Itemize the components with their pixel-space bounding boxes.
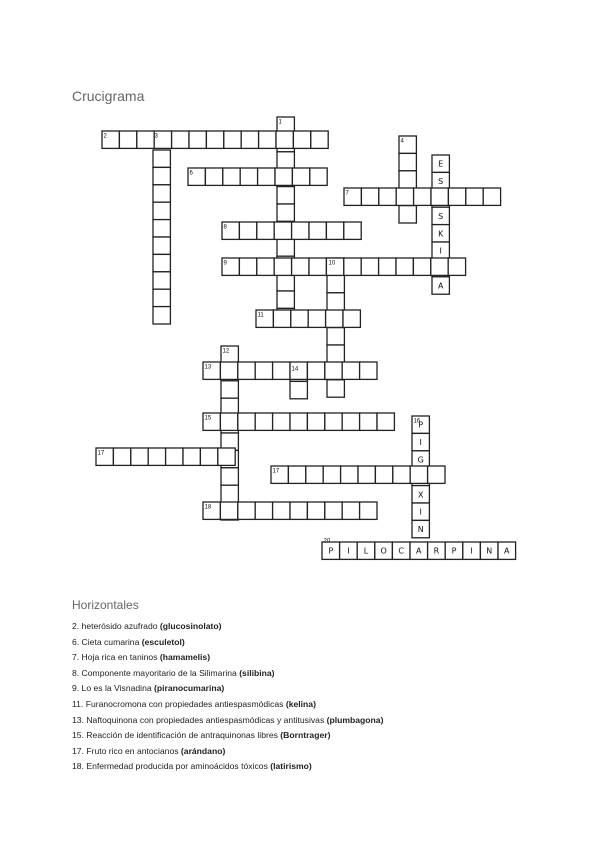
grid-cell[interactable]	[148, 448, 165, 465]
grid-cell[interactable]	[131, 448, 148, 465]
grid-cell[interactable]	[311, 131, 328, 148]
grid-cell[interactable]	[393, 466, 410, 483]
clue-number: 6	[189, 170, 193, 177]
grid-cell[interactable]	[292, 258, 309, 275]
grid-cell[interactable]	[392, 542, 410, 559]
grid-cell[interactable]	[277, 274, 294, 291]
grid-cell[interactable]	[399, 206, 416, 223]
grid-cell[interactable]	[224, 131, 241, 148]
grid-cell[interactable]	[273, 362, 290, 379]
grid-cell[interactable]	[153, 254, 170, 271]
clue-item	[72, 666, 383, 682]
clue-text: 11. Furanocromona con propiedades antiespasmódicas	[72, 698, 286, 709]
grid-cell[interactable]	[379, 258, 396, 275]
grid-cell[interactable]	[277, 187, 294, 204]
grid-cell[interactable]	[189, 131, 206, 148]
cell-letter: S	[438, 177, 444, 187]
clue-number: 14	[291, 366, 299, 373]
grid-cell[interactable]	[358, 466, 375, 483]
grid-cell[interactable]	[327, 275, 344, 292]
grid-cell[interactable]	[291, 310, 308, 327]
clue-number: 13	[204, 364, 212, 371]
grid-cell[interactable]	[290, 502, 307, 519]
grid-cell[interactable]	[412, 486, 429, 503]
grid-cell[interactable]	[410, 542, 428, 559]
grid-cell[interactable]	[273, 413, 290, 430]
cell-letter: G	[417, 455, 424, 465]
grid-cell[interactable]	[153, 272, 170, 289]
grid-cell[interactable]	[396, 188, 413, 205]
grid-cell[interactable]	[327, 380, 344, 397]
grid-cell[interactable]	[238, 362, 255, 379]
grid-cell[interactable]	[412, 433, 429, 450]
grid-cell[interactable]	[153, 202, 170, 219]
cell-letter: I	[439, 246, 442, 256]
grid-cell[interactable]	[412, 520, 429, 537]
grid-cell[interactable]	[276, 131, 293, 148]
cell-letter: L	[363, 546, 369, 556]
grid-cell[interactable]	[218, 448, 235, 465]
clue-answer: (plumbagona)	[326, 714, 384, 725]
clue-answer: (latirismo)	[270, 761, 312, 772]
grid-cell[interactable]	[259, 131, 276, 148]
grid-cell[interactable]	[153, 237, 170, 254]
grid-cell[interactable]	[113, 448, 130, 465]
grid-cell[interactable]	[322, 542, 340, 559]
grid-cell[interactable]	[343, 310, 360, 327]
cell-letter: A	[416, 546, 422, 556]
grid-cell[interactable]	[220, 362, 237, 379]
clue-list	[72, 619, 383, 775]
grid-cell[interactable]	[306, 466, 323, 483]
grid-cell[interactable]	[238, 502, 255, 519]
grid-cell[interactable]	[375, 466, 392, 483]
clue-number: 15	[204, 415, 212, 422]
clue-number: 17	[272, 468, 280, 475]
grid-cell[interactable]	[379, 188, 396, 205]
clue-text: 6. Cieta cumarina	[72, 636, 142, 647]
clue-number: 10	[328, 260, 336, 267]
clue-number: 18	[204, 504, 212, 511]
clue-number: 16	[413, 418, 421, 425]
grid-cell[interactable]	[273, 310, 290, 327]
clue-answer: (piranocumarina)	[154, 683, 225, 694]
grid-cell[interactable]	[428, 466, 445, 483]
grid-cell[interactable]	[239, 258, 256, 275]
clue-item	[72, 635, 383, 651]
across-heading: Horizontales	[72, 598, 139, 612]
grid-cell[interactable]	[221, 381, 238, 398]
grid-cell[interactable]	[323, 466, 340, 483]
clue-number: 20	[323, 538, 331, 545]
grid-cell[interactable]	[342, 502, 359, 519]
clue-number: 2	[103, 133, 107, 140]
grid-cell[interactable]	[220, 413, 237, 430]
grid-cell[interactable]	[257, 258, 274, 275]
grid-cell[interactable]	[327, 345, 344, 362]
grid-cell[interactable]	[432, 277, 449, 294]
grid-cell[interactable]	[361, 258, 378, 275]
grid-cell[interactable]	[413, 258, 430, 275]
grid-cell[interactable]	[327, 293, 344, 310]
grid-cell[interactable]	[166, 448, 183, 465]
grid-cell[interactable]	[326, 310, 343, 327]
cell-letter: N	[486, 546, 493, 556]
grid-cell[interactable]	[200, 448, 217, 465]
grid-cell[interactable]	[431, 258, 448, 275]
cell-letter: I	[347, 546, 350, 556]
grid-cell[interactable]	[293, 131, 310, 148]
cell-letter: E	[438, 159, 444, 169]
grid-cell[interactable]	[255, 413, 272, 430]
grid-cell[interactable]	[342, 413, 359, 430]
grid-cell[interactable]	[480, 542, 498, 559]
grid-cell[interactable]	[361, 188, 378, 205]
clue-text: 18. Enfermedad producida por aminoácidos tóxicos	[72, 761, 271, 772]
grid-cell[interactable]	[153, 150, 170, 167]
grid-cell[interactable]	[463, 542, 481, 559]
grid-cell[interactable]	[342, 362, 359, 379]
clue-number: 8	[223, 224, 227, 231]
cell-letter: I	[470, 546, 473, 556]
clue-item	[72, 681, 383, 697]
grid-cell[interactable]	[310, 168, 327, 185]
grid-cell[interactable]	[153, 220, 170, 237]
clue-number: 9	[223, 260, 227, 267]
clue-item	[72, 728, 383, 744]
grid-cell[interactable]	[325, 502, 342, 519]
cell-letter: P	[418, 420, 424, 430]
cell-letter: C	[398, 546, 404, 556]
clue-number: 11	[257, 312, 264, 319]
grid-cell[interactable]	[325, 413, 342, 430]
grid-cell[interactable]	[172, 131, 189, 148]
grid-cell[interactable]	[119, 131, 136, 148]
grid-cell[interactable]	[341, 466, 358, 483]
grid-cell[interactable]	[277, 204, 294, 221]
grid-cell[interactable]	[360, 413, 377, 430]
grid-cell[interactable]	[309, 222, 326, 239]
grid-cell[interactable]	[221, 485, 238, 502]
grid-cell[interactable]	[325, 362, 342, 379]
grid-cell[interactable]	[307, 413, 324, 430]
grid-cell[interactable]	[206, 131, 223, 148]
clue-answer: (silibina)	[239, 667, 275, 678]
grid-cell[interactable]	[344, 258, 361, 275]
grid-cell[interactable]	[410, 466, 427, 483]
grid-cell[interactable]	[277, 152, 294, 169]
grid-cell[interactable]	[307, 502, 324, 519]
grid-cell[interactable]	[428, 542, 446, 559]
grid-cell[interactable]	[448, 188, 465, 205]
cell-letter: A	[437, 281, 444, 291]
grid-cell[interactable]	[327, 328, 344, 345]
cell-letter: S	[438, 211, 444, 221]
clue-number: 1	[278, 119, 282, 126]
clue-text: 2. heterósido azufrado	[72, 621, 160, 631]
grid-cell[interactable]	[241, 131, 258, 148]
grid-cell[interactable]	[360, 362, 377, 379]
clue-number: 7	[345, 190, 349, 197]
grid-cell[interactable]	[221, 468, 238, 485]
grid-cell[interactable]	[432, 207, 449, 224]
grid-cell[interactable]	[277, 291, 294, 308]
grid-cell[interactable]	[498, 542, 516, 559]
grid-cell[interactable]	[466, 188, 483, 205]
grid-cell[interactable]	[344, 222, 361, 239]
grid-cell[interactable]	[292, 222, 309, 239]
grid-cell[interactable]	[223, 168, 240, 185]
cell-letter: I	[419, 438, 422, 448]
clue-answer: (arándano)	[180, 745, 226, 756]
grid-cell[interactable]	[153, 307, 170, 324]
grid-cell[interactable]	[360, 502, 377, 519]
grid-cell[interactable]	[483, 188, 500, 205]
grid-cell[interactable]	[292, 168, 309, 185]
grid-cell[interactable]	[273, 502, 290, 519]
grid-cell[interactable]	[238, 413, 255, 430]
grid-cell[interactable]	[445, 542, 463, 559]
clue-item	[72, 713, 383, 729]
grid-cell[interactable]	[290, 413, 307, 430]
clue-text: 8. Componente mayoritario de la Silimarina	[72, 667, 240, 678]
cell-letter: P	[451, 546, 457, 556]
grid-cell[interactable]	[183, 448, 200, 465]
grid-cell[interactable]	[309, 258, 326, 275]
grid-cell[interactable]	[399, 171, 416, 188]
clue-number: 17	[97, 450, 105, 457]
clue-item	[72, 697, 383, 713]
grid-cell[interactable]	[277, 239, 294, 256]
grid-cell[interactable]	[274, 222, 291, 239]
clue-number: 12	[222, 348, 230, 355]
grid-cell[interactable]	[396, 258, 413, 275]
clue-number: 4	[400, 138, 404, 145]
clue-item	[72, 744, 383, 760]
clue-answer: (hamamelis)	[159, 652, 211, 663]
grid-cell[interactable]	[255, 502, 272, 519]
grid-cell[interactable]	[432, 172, 449, 189]
grid-cell[interactable]	[431, 188, 448, 205]
grid-cell[interactable]	[326, 222, 343, 239]
clue-answer: (kelina)	[285, 698, 316, 709]
cell-letter: P	[328, 546, 334, 556]
grid-cell[interactable]	[153, 167, 170, 184]
clue-answer: (Borntrager)	[280, 730, 331, 741]
grid-cell[interactable]	[257, 222, 274, 239]
cell-letter: N	[417, 525, 424, 535]
grid-cell[interactable]	[153, 289, 170, 306]
clue-item	[72, 650, 383, 666]
grid-cell[interactable]	[258, 168, 275, 185]
grid-cell[interactable]	[255, 362, 272, 379]
cell-letter: K	[438, 229, 444, 239]
grid-cell[interactable]	[399, 153, 416, 170]
grid-cell[interactable]	[290, 381, 307, 398]
grid-cell[interactable]	[448, 258, 465, 275]
clue-answer: (esculetol)	[141, 636, 185, 647]
clue-text: 13. Naftoquinona con propiedades antiespasmódicas y antitusivas	[72, 714, 327, 725]
cell-letter: R	[433, 546, 440, 556]
grid-cell[interactable]	[275, 168, 292, 185]
grid-cell[interactable]	[153, 185, 170, 202]
clue-item	[72, 759, 383, 775]
grid-cell[interactable]	[414, 188, 431, 205]
clue-text: 17. Fruto rico en antocianos	[72, 745, 181, 756]
grid-cell[interactable]	[432, 155, 449, 172]
grid-cell[interactable]	[432, 242, 449, 259]
grid-cell[interactable]	[308, 310, 325, 327]
clue-item	[72, 619, 383, 635]
grid-cell[interactable]	[274, 258, 291, 275]
grid-cell[interactable]	[357, 542, 375, 559]
clue-text: 9. Lo es la Visnadina	[72, 683, 155, 694]
cell-letter: A	[504, 546, 510, 556]
grid-cell[interactable]	[205, 168, 222, 185]
grid-cell[interactable]	[375, 542, 393, 559]
page-title: Crucigrama	[72, 88, 145, 104]
grid-cell[interactable]	[220, 502, 237, 519]
clue-answer: (glucosinolato)	[159, 621, 222, 631]
cell-letter: O	[380, 546, 387, 556]
grid-cell[interactable]	[239, 222, 256, 239]
cell-letter: I	[419, 507, 422, 517]
grid-cell[interactable]	[412, 503, 429, 520]
grid-cell[interactable]	[307, 362, 324, 379]
cell-letter: X	[417, 490, 424, 500]
grid-cell[interactable]	[340, 542, 358, 559]
clue-text: 15. Reacción de identificación de antraquinonas libres	[72, 730, 281, 741]
grid-cell[interactable]	[288, 466, 305, 483]
grid-cell[interactable]	[432, 225, 449, 242]
clue-number: 3	[154, 133, 158, 140]
clue-text: 7. Hoja rica en taninos	[72, 652, 160, 663]
grid-cell[interactable]	[137, 131, 154, 148]
grid-cell[interactable]	[240, 168, 257, 185]
grid-cell[interactable]	[377, 413, 394, 430]
